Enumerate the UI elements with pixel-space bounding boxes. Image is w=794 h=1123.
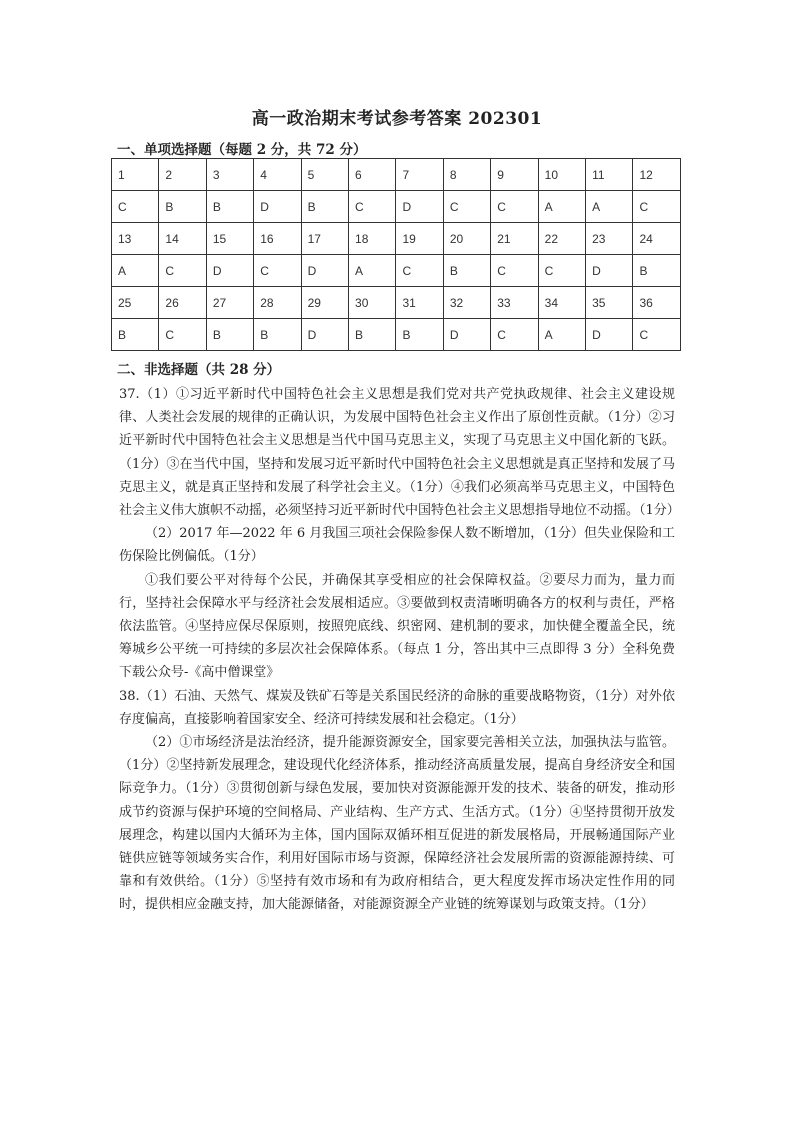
answer-table — [111, 158, 681, 351]
answer-cell: D — [301, 255, 348, 287]
question-number-cell: 24 — [633, 223, 681, 255]
question-number-cell: 16 — [254, 223, 301, 255]
answer-cell: C — [159, 255, 206, 287]
question-number-row — [112, 159, 681, 191]
answer-cell: D — [301, 319, 348, 351]
answer-paragraph: 37.（1）①习近平新时代中国特色社会主义思想是我们党对共产党执政规律、社会主义建设规律、人类社会发展的规律的正确认识，为发展中国特色社会主义作出了原创性贡献。（1分）②习近平新时代中国特色社会主义思想是当代中国马克思主义，实现了马克思主义中国化新的飞跃。（1分）③在当代中国，坚持和发展习近平新时代中国特色社会主义思想就是真正坚持和发展了马克思主义，就是真正坚持和发展了科学社会主义。（1分）④我们必须高举马克思主义，中国特色社会主义伟大旗帜不动摇，必须坚持习近平新时代中国特色社会主义思想指导地位不动摇。（1分） — [119, 387, 680, 519]
question-number-cell: 33 — [491, 287, 538, 319]
question-number-cell: 30 — [349, 287, 396, 319]
answer-paragraph: （2）2017 年—2022 年 6 月我国三项社会保险参保人数不断增加，（1分）但失业保险和工伤保险比例偏低。（1分） — [119, 526, 676, 565]
answer-cell: A — [538, 319, 585, 351]
question-number-cell: 25 — [112, 287, 159, 319]
question-number-cell: 35 — [586, 287, 633, 319]
answer-cell: B — [633, 255, 681, 287]
question-number-cell: 5 — [301, 159, 348, 191]
question-number-cell: 32 — [443, 287, 490, 319]
answer-cell: C — [443, 191, 490, 223]
answer-cell: D — [206, 255, 253, 287]
answer-cell: C — [491, 191, 538, 223]
answer-cell: C — [349, 191, 396, 223]
question-number-cell: 7 — [396, 159, 443, 191]
question-number-cell: 31 — [396, 287, 443, 319]
question-number-cell: 27 — [206, 287, 253, 319]
answer-row — [112, 255, 681, 287]
question-number-row — [112, 223, 681, 255]
answer-cell: B — [206, 191, 253, 223]
question-number-cell: 29 — [301, 287, 348, 319]
question-number-cell: 19 — [396, 223, 443, 255]
answer-cell: B — [206, 319, 253, 351]
answer-cell: B — [112, 319, 159, 351]
answer-cell: B — [301, 191, 348, 223]
answer-cell: D — [586, 319, 633, 351]
question-number-cell: 13 — [112, 223, 159, 255]
page-title: 高一政治期末考试参考答案 202301 — [251, 109, 543, 129]
question-number-cell: 14 — [159, 223, 206, 255]
question-number-cell: 23 — [586, 223, 633, 255]
answer-cell: D — [254, 191, 301, 223]
answer-cell: B — [254, 319, 301, 351]
question-number-cell: 1 — [112, 159, 159, 191]
answer-paragraph: ①我们要公平对待每个公民，并确保其享受相应的社会保障权益。②要尽力而为，量力而行，坚持社会保障水平与经济社会发展相适应。③要做到权责清晰明确各方的权利与责任，严格依法监管。④坚持应保尽保原则，按照兜底线、织密网、建机制的要求，加快健全覆盖全民，统筹城乡公平统一可持续的多层次社会保障体系。（每点 1 分，答出其中三点即得 3 分）全科免费下载公众号-《高中僧课堂》 — [119, 572, 675, 681]
answer-cell: C — [396, 255, 443, 287]
answer-cell: C — [254, 255, 301, 287]
question-number-cell: 2 — [159, 159, 206, 191]
question-number-cell: 28 — [254, 287, 301, 319]
question-number-cell: 20 — [443, 223, 490, 255]
question-number-cell: 10 — [538, 159, 585, 191]
question-number-cell: 18 — [349, 223, 396, 255]
question-number-row — [112, 287, 681, 319]
answer-cell: B — [349, 319, 396, 351]
answer-cell: D — [396, 191, 443, 223]
answer-cell: C — [633, 191, 681, 223]
answer-cell: D — [586, 255, 633, 287]
question-number-cell: 26 — [159, 287, 206, 319]
answer-cell: C — [491, 255, 538, 287]
answer-cell: A — [538, 191, 585, 223]
section-heading-non-choice: 二、非选择题（共 28 分） — [117, 362, 281, 378]
question-number-cell: 34 — [538, 287, 585, 319]
question-number-cell: 3 — [206, 159, 253, 191]
answer-cell: C — [633, 319, 681, 351]
question-number-cell: 9 — [491, 159, 538, 191]
answer-cell: C — [159, 319, 206, 351]
question-number-cell: 21 — [491, 223, 538, 255]
answer-cell: B — [159, 191, 206, 223]
answer-cell: C — [538, 255, 585, 287]
answer-cell: D — [443, 319, 490, 351]
answer-cell: C — [491, 319, 538, 351]
question-number-cell: 6 — [349, 159, 396, 191]
answer-row — [112, 319, 681, 351]
question-number-cell: 17 — [301, 223, 348, 255]
question-number-cell: 15 — [206, 223, 253, 255]
answer-cell: A — [112, 255, 159, 287]
answer-cell: C — [112, 191, 159, 223]
question-number-cell: 8 — [443, 159, 490, 191]
answer-body-text — [119, 383, 680, 917]
question-number-cell: 11 — [586, 159, 633, 191]
question-number-cell: 22 — [538, 223, 585, 255]
question-number-cell: 12 — [633, 159, 681, 191]
question-number-cell: 36 — [633, 287, 681, 319]
answer-cell: A — [586, 191, 633, 223]
answer-paragraph: 38.（1）石油、天然气、煤炭及铁矿石等是关系国民经济的命脉的重要战略物资，（1分）对外依存度偏高，直接影响着国家安全、经济可持续发展和社会稳定。（1分） — [119, 688, 675, 727]
answer-paragraph: （2）①市场经济是法治经济，提升能源资源安全，国家要完善相关立法，加强执法与监管。（1分）②坚持新发展理念，建设现代化经济体系，推动经济高质量发展，提高自身经济安全和国际竞争力。（1分）③贯彻创新与绿色发展，要加快对资源能源开发的技术、装备的研发，推动形成节约资源与保护环境的空间格局、产业结构、生产方式、生活方式。（1分）④坚持贯彻开放发展理念，构建以国内大循环为主体，国内国际双循环相互促进的新发展格局，开展畅通国际产业链供应链等领域务实合作，利用好国际市场与资源，保障经济社会发展所需的资源能源持续、可靠和有效供给。（1分）⑤坚持有效市场和有为政府相结合，更大程度发挥市场决定性作用的同时，提供相应金融支持，加大能源储备，对能源资源全产业链的统筹谋划与政策支持。（1分） — [119, 735, 675, 913]
section-heading-multiple-choice: 一、单项选择题（每题 2 分，共 72 分） — [117, 142, 367, 158]
answer-cell: A — [349, 255, 396, 287]
answer-row — [112, 191, 681, 223]
answer-cell: B — [396, 319, 443, 351]
answer-cell: B — [443, 255, 490, 287]
question-number-cell: 4 — [254, 159, 301, 191]
